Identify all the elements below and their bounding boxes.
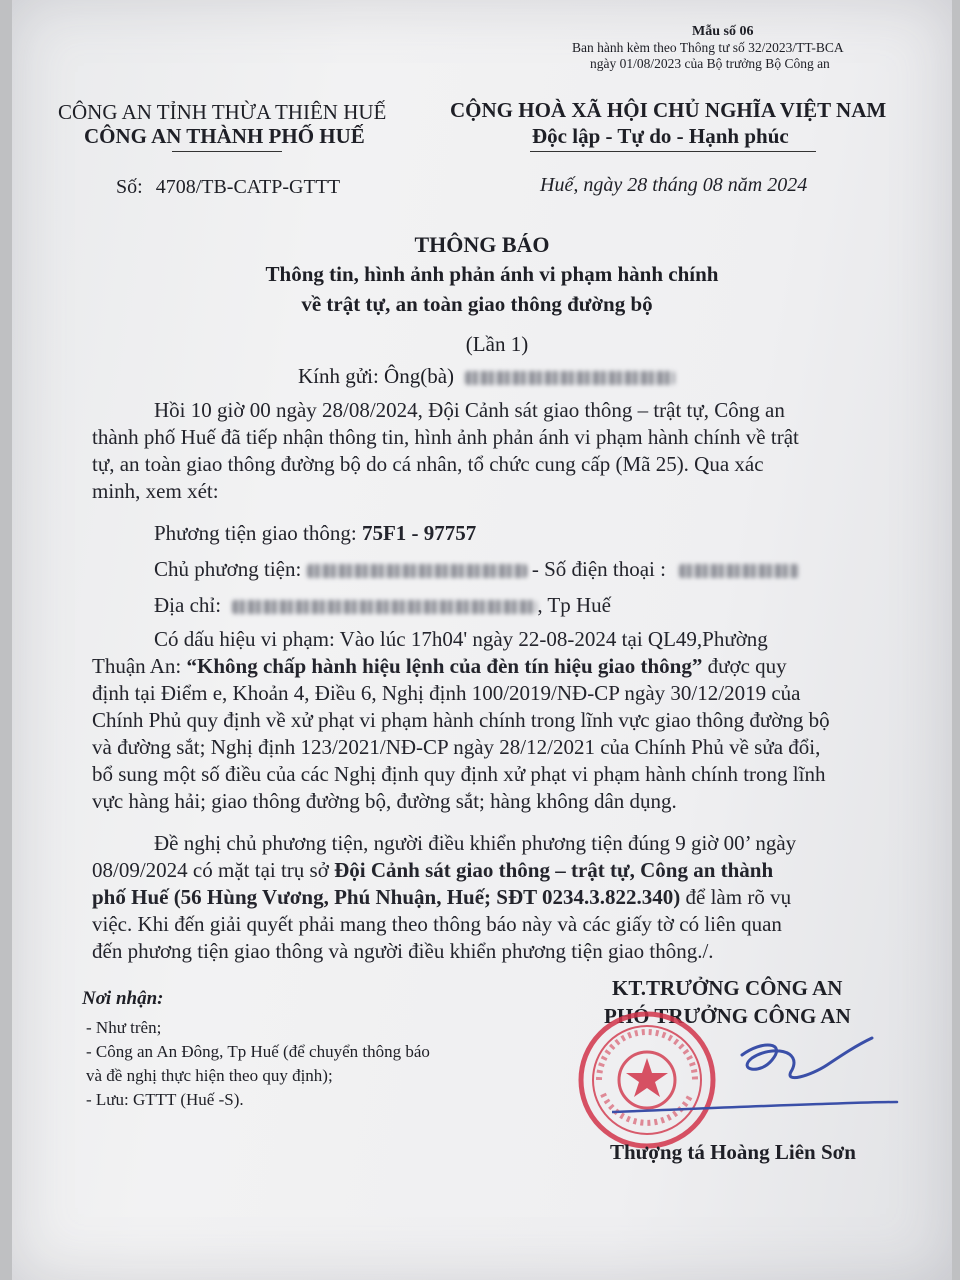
nation-underline xyxy=(530,151,816,152)
office-address: phố Huế (56 Hùng Vương, Phú Nhuận, Huế; SĐT 0234.3.822.340) xyxy=(92,885,681,909)
vehicle-line xyxy=(154,520,476,547)
document-page xyxy=(12,0,952,1280)
document-number xyxy=(116,176,340,199)
paragraph-intro xyxy=(92,397,912,505)
intro-line: Hồi 10 giờ 00 ngày 28/08/2024, Đội Cảnh sát giao thông – trật tự, Công an xyxy=(154,398,785,422)
violation-line: được quy xyxy=(702,654,787,678)
document-title: THÔNG BÁO xyxy=(414,232,550,257)
document-number-label: Số: xyxy=(116,176,143,198)
redacted-owner-name xyxy=(307,564,527,578)
redacted-phone xyxy=(679,564,799,578)
violation-name: “Không chấp hành hiệu lệnh của đèn tín hiệu giao thông” xyxy=(186,654,703,678)
recipient-item: và đề nghị thực hiện theo quy định); xyxy=(86,1066,333,1085)
agency-underline xyxy=(172,151,282,152)
signer-name: Thượng tá Hoàng Liên Sơn xyxy=(610,1140,856,1164)
request-line: việc. Khi đến giải quyết phải mang theo thông báo này và các giấy tờ có liên quan xyxy=(92,912,782,936)
intro-line: tự, an toàn giao thông đường bộ do cá nhân, tổ chức cung cấp (Mã 25). Qua xác xyxy=(92,452,764,476)
greeting xyxy=(298,364,675,389)
agency-line2: CÔNG AN THÀNH PHỐ HUẾ xyxy=(84,124,365,148)
vehicle-label: Phương tiện giao thông: xyxy=(154,521,357,545)
violation-line: định tại Điểm e, Khoản 4, Điều 6, Nghị định 100/2019/NĐ-CP ngày 30/12/2019 của xyxy=(92,681,801,705)
document-number-value: 4708/TB-CATP-GTTT xyxy=(155,176,341,198)
vehicle-plate: 75F1 - 97757 xyxy=(361,521,477,545)
owner-line xyxy=(154,556,799,583)
office-name: Đội Cảnh sát giao thông – trật tự, Công an thành xyxy=(334,858,774,882)
nation-line1: CỘNG HOÀ XÃ HỘI CHỦ NGHĨA VIỆT NAM xyxy=(450,98,887,122)
paragraph-request xyxy=(92,830,922,965)
redacted-address xyxy=(232,600,537,614)
request-line: 08/09/2024 có mặt tại trụ sở xyxy=(92,858,335,882)
form-issued-line1: Ban hành kèm theo Thông tư số 32/2023/TT-BCA xyxy=(572,40,844,55)
request-line: đến phương tiện giao thông và người điều khiển phương tiện giao thông./. xyxy=(92,939,714,963)
request-line: Đề nghị chủ phương tiện, người điều khiển phương tiện đúng 9 giờ 00’ ngày xyxy=(154,831,797,855)
form-issued-line2: ngày 01/08/2023 của Bộ trưởng Bộ Công an xyxy=(590,56,830,71)
recipient-item: - Lưu: GTTT (Huế -S). xyxy=(86,1090,244,1109)
address-line xyxy=(154,592,611,619)
form-number: Mẫu số 06 xyxy=(692,24,754,39)
violation-line: Có dấu hiệu vi phạm: Vào lúc 17h04' ngày 22-08-2024 tại QL49,Phường xyxy=(154,627,768,651)
request-line: để làm rõ vụ xyxy=(680,885,792,909)
notice-sequence: (Lần 1) xyxy=(465,332,529,356)
signature-title-1: KT.TRƯỞNG CÔNG AN xyxy=(612,976,843,1000)
address-label: Địa chỉ: xyxy=(154,593,222,617)
recipients-label: Nơi nhận: xyxy=(82,988,164,1009)
violation-line: và đường sắt; Nghị định 123/2021/NĐ-CP ngày 28/12/2021 của Chính Phủ về sửa đổi, xyxy=(92,735,821,759)
document-subtitle-1: Thông tin, hình ảnh phản ánh vi phạm hành chính xyxy=(265,262,719,286)
violation-line: bổ sung một số điều của các Nghị định quy định xử phạt vi phạm hành chính trong lĩnh xyxy=(92,762,826,786)
recipient-item: - Như trên; xyxy=(86,1018,162,1037)
recipients-list xyxy=(86,1016,430,1112)
agency-line1: CÔNG AN TỈNH THỪA THIÊN HUẾ xyxy=(58,100,387,124)
redacted-recipient-name xyxy=(465,371,675,385)
address-city: , Tp Huế xyxy=(537,593,611,617)
nation-motto: Độc lập - Tự do - Hạnh phúc xyxy=(532,124,789,148)
phone-label: - Số điện thoại : xyxy=(531,557,666,581)
paragraph-violation xyxy=(92,626,922,815)
handwritten-signature-icon xyxy=(612,1030,912,1150)
violation-line: Thuận An: xyxy=(92,654,187,678)
document-subtitle-2: về trật tự, an toàn giao thông đường bộ xyxy=(301,292,653,316)
document-date: Huế, ngày 28 tháng 08 năm 2024 xyxy=(540,174,808,196)
intro-line: minh, xem xét: xyxy=(92,479,219,503)
greeting-label: Kính gửi: Ông(bà) xyxy=(298,364,455,388)
signature-title-2: PHÓ TRƯỞNG CÔNG AN xyxy=(604,1004,851,1028)
owner-label: Chủ phương tiện: xyxy=(154,557,302,581)
violation-line: Chính Phủ quy định về xử phạt vi phạm hành chính trong lĩnh vực giao thông đường bộ xyxy=(92,708,830,732)
recipient-item: - Công an An Đông, Tp Huế (để chuyển thông báo xyxy=(86,1042,430,1061)
intro-line: thành phố Huế đã tiếp nhận thông tin, hình ảnh phản ánh vi phạm hành chính về trật xyxy=(92,425,799,449)
violation-line: vực hàng hải; giao thông đường bộ, đường sắt; hàng không dân dụng. xyxy=(92,789,677,813)
